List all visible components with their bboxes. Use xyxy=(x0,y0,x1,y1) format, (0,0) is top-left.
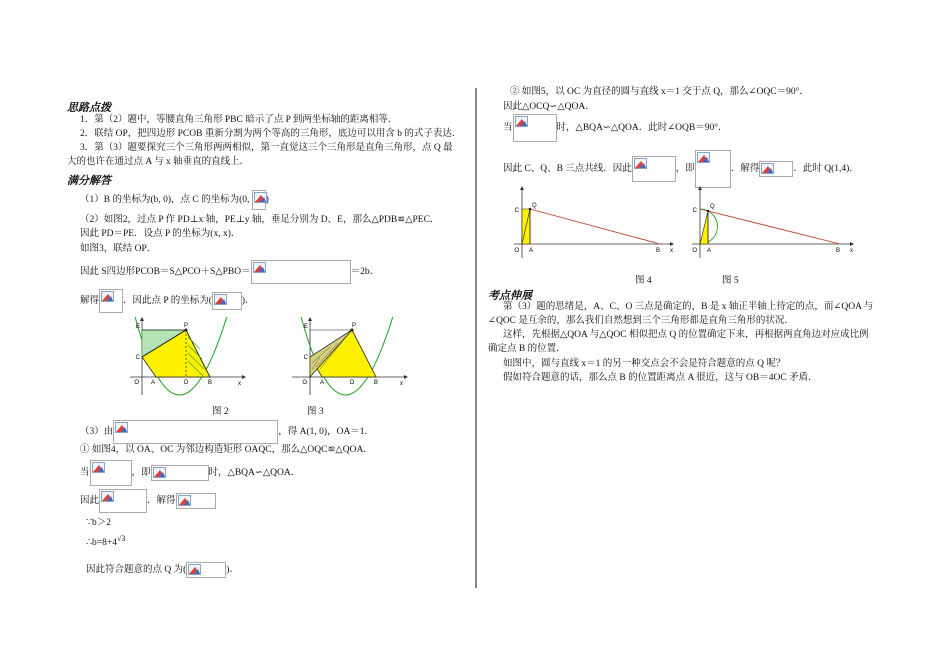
solution-3e xyxy=(86,562,239,578)
extension-line-6: 假如符合题意的话，那么点 B 的位置距离点 A 很近，这与 OB＝4OC 矛盾． xyxy=(503,373,818,383)
solution-3a xyxy=(80,420,374,444)
label-d: D xyxy=(350,380,355,386)
when-text-2: 当 xyxy=(503,123,513,134)
label-q: Q xyxy=(532,203,537,209)
solution-2e xyxy=(80,289,255,313)
label-e: E xyxy=(135,324,140,330)
label-p: P xyxy=(183,323,189,329)
formula-image xyxy=(759,161,793,177)
label-c: C xyxy=(135,355,140,361)
formula-image-icon xyxy=(153,467,166,478)
solution-2d xyxy=(80,260,379,284)
namely-text: ，即 xyxy=(131,468,151,479)
when-text: 当 xyxy=(80,468,90,479)
label-c: C xyxy=(692,208,697,214)
area-equation-result: ＝2b． xyxy=(350,267,380,278)
point-q-result: ．此时 Q(1,4)． xyxy=(793,164,859,175)
formula-image xyxy=(251,260,351,284)
formula-image xyxy=(632,156,676,182)
formula-image-icon xyxy=(115,422,128,433)
solution-2a: （2）如图2，过点 P 作 PD⊥x 轴，PE⊥y 轴，垂足分别为 D、E，那么△PDB≌△PEC． xyxy=(80,215,440,225)
label-e: E xyxy=(303,324,308,330)
formula-image xyxy=(90,460,132,486)
extension-line-5: 如图中，圆与直线 x＝1 的另一种交点会不会是符合题意的点 Q 呢？ xyxy=(503,359,786,369)
case-2-line-3 xyxy=(503,114,728,142)
solve-text: 解得 xyxy=(80,296,100,307)
label-x: x xyxy=(670,248,673,254)
label-p: P xyxy=(351,323,357,329)
figure-5-caption: 图 5 xyxy=(722,276,739,286)
formula-image-icon xyxy=(697,152,710,163)
solution-1-end: ) xyxy=(265,195,269,206)
point-a-text: ，得 A(1, 0)，OA＝1． xyxy=(278,427,375,438)
figure-4-graph xyxy=(512,186,676,260)
extension-line-1: 第（3）题的思绪是，A、C、O 三点是确定的，B 是 x 轴正半轴上待定的点，而∠QOA 与 xyxy=(503,302,874,312)
solution-1-text: （1）B 的坐标为(b, 0)，点 C 的坐标为(0, xyxy=(80,195,252,206)
result-b xyxy=(86,533,125,549)
label-b: B xyxy=(208,380,213,386)
formula-image xyxy=(252,190,266,210)
solution-3d xyxy=(80,489,216,513)
figure-3-graph xyxy=(290,317,408,397)
label-b: B xyxy=(656,248,661,254)
formula-image-icon xyxy=(254,192,269,206)
figure-2-graph xyxy=(128,317,246,397)
formula-image-icon xyxy=(253,262,266,273)
point-p-text: ．因此点 P 的坐标为( xyxy=(123,296,212,307)
solution-2b: 因此 PD＝PE．设点 P 的坐标为(x, x)． xyxy=(80,229,241,239)
label-a: A xyxy=(151,380,156,386)
part-3-text: （3）由 xyxy=(80,427,114,438)
heading-full-solution: 满分解答 xyxy=(67,174,111,187)
collinear-text: 因此 C、Q、B 三点共线．因此 xyxy=(503,164,632,175)
figure-5-graph xyxy=(690,186,856,260)
solution-3c xyxy=(80,460,300,486)
similar-angle-text: 时，△BQA∽△QOA．此时∠OQB＝90°． xyxy=(556,123,728,134)
formula-image xyxy=(695,150,731,188)
namely-text-2: ，即 xyxy=(675,164,695,175)
formula-image xyxy=(99,489,147,513)
figure-4-caption: 图 4 xyxy=(635,276,652,286)
label-o: O xyxy=(302,380,307,386)
therefore-text: 因此 xyxy=(80,496,100,507)
extension-line-2: ∠QOC 是互余的，那么我们自然想到三个三角形都是直角三角形的状况． xyxy=(488,316,794,326)
formula-image-icon xyxy=(188,564,201,575)
heading-thinking-tips: 思路点拨 xyxy=(67,101,111,114)
formula-image xyxy=(176,493,216,509)
formula-image-icon xyxy=(101,291,114,302)
solution-2c: 如图3，联结 OP． xyxy=(80,244,157,254)
case-2-line-4 xyxy=(503,150,859,188)
point-q-end: )． xyxy=(226,565,239,576)
column-divider xyxy=(475,88,477,588)
formula-image-icon xyxy=(101,491,114,502)
extension-line-4: 确定点 B 的位置． xyxy=(488,344,566,354)
formula-image xyxy=(212,292,242,310)
label-c: C xyxy=(514,208,519,214)
label-x: x xyxy=(400,381,403,387)
label-o: O xyxy=(134,380,139,386)
point-p-end: )． xyxy=(241,296,255,307)
solve-b-text: ．解得 xyxy=(147,496,176,507)
formula-image-icon xyxy=(214,294,227,305)
solve-text-2: ．解得 xyxy=(730,164,760,175)
figure-3-caption: 图 3 xyxy=(307,407,324,417)
tip-line-3a: 3．第（3）题要探究三个三角形两两相似，第一直觉这三个三角形是直角三角形，点 Q 最 xyxy=(80,143,453,153)
tip-line-3b: 大的也许在通过点 A 与 x 轴垂直的直线上． xyxy=(67,157,250,167)
label-a: A xyxy=(529,248,534,254)
condition-b: ∵b＞2 xyxy=(86,518,112,528)
label-d: D xyxy=(184,380,189,386)
tip-line-2: 2．联结 OP，把四边形 PCOB 重新分割为两个等高的三角形，底边可以用含 b 的式子表达． xyxy=(80,129,462,139)
heading-extension: 考点伸展 xyxy=(488,289,532,302)
root-three: √3 xyxy=(117,534,126,543)
formula-image xyxy=(99,289,123,313)
formula-image-icon xyxy=(178,495,191,506)
area-equation-text: 因此 S四边形PCOB＝S△PCO＋S△PBO＝ xyxy=(80,267,251,278)
label-x: x xyxy=(238,381,241,387)
case-2-line-1: ② 如图5，以 OC 为直径的圆与直线 x＝1 交于点 Q，那么∠OQC＝90°． xyxy=(510,87,809,97)
label-c: C xyxy=(303,355,308,361)
solution-3b: ① 如图4，以 OA、OC 为邻边构造矩形 OAQC，那么△OQC≌△QOA． xyxy=(80,445,373,455)
formula-image-icon xyxy=(634,158,647,169)
solution-1 xyxy=(80,190,269,210)
figure-2-caption: 图 2 xyxy=(212,407,229,417)
label-b: B xyxy=(836,248,841,254)
label-o: O xyxy=(514,248,519,254)
formula-image xyxy=(513,114,557,142)
case-2-line-2: 因此△OCQ∽△QOA． xyxy=(503,102,595,112)
formula-image xyxy=(151,465,209,481)
formula-image-icon xyxy=(92,462,105,473)
similar-text: 时，△BQA∽△QOA． xyxy=(208,468,301,479)
label-a: A xyxy=(320,380,325,386)
formula-image-icon xyxy=(515,116,528,127)
label-x: x xyxy=(850,248,853,254)
formula-image xyxy=(186,562,226,578)
formula-image xyxy=(113,420,278,444)
tip-line-1: 1．第（2）题中，等腰直角三角形 PBC 暗示了点 P 到两坐标轴的距离相等． xyxy=(80,115,398,125)
label-o: O xyxy=(692,248,697,254)
extension-line-3: 这样，先根据△QOA 与△QOC 相似把点 Q 的位置确定下来，再根据两直角边对应成比例 xyxy=(503,330,869,340)
point-q-text: 因此符合题意的点 Q 为( xyxy=(86,565,187,576)
formula-image-icon xyxy=(761,163,774,174)
label-a: A xyxy=(707,248,712,254)
label-q: Q xyxy=(710,204,715,210)
label-b: B xyxy=(374,380,379,386)
result-b-text: ∴b=8+4 xyxy=(86,538,118,549)
